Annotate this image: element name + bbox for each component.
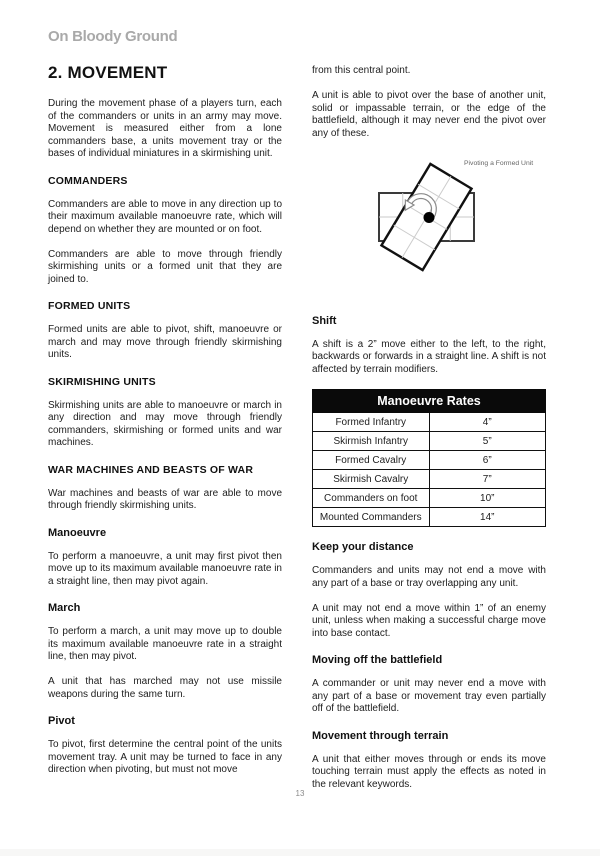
paragraph: War machines and beasts of war are able to move through friendly skirmishing units. [48,487,282,511]
unit-cell: Skirmish Cavalry [313,470,430,489]
table-row [313,413,546,432]
paragraph: A unit may not end a move within 1” of an enemy unit, unless when making a successful charge move into base contact. [312,602,546,639]
running-header: On Bloody Ground [48,28,178,45]
table-row [313,489,546,508]
paragraph: A shift is a 2” move either to the left, to the right, backwards or forwards in a straight line. A shift is not affected by terrain modifiers. [312,338,546,375]
paragraph: A unit that either moves through or ends its move touching terrain must apply the effects as noted in the relevant keywords. [312,753,546,790]
heading-keep-your-distance: Keep your distance [312,541,414,553]
unit-cell: Mounted Commanders [313,508,430,527]
paragraph: A unit is able to pivot over the base of another unit, solid or impassable terrain, or the edge of the battlefield, although it may never end the pivot over any of these. [312,90,546,139]
heading-shift: Shift [312,314,337,327]
rate-cell: 7” [429,470,546,489]
rate-cell: 5” [429,432,546,451]
paragraph: Formed units are able to pivot, shift, manoeuvre or march and may move through friendly skirmishing units. [48,324,282,360]
manoeuvre-rates-table [312,389,546,528]
left-column [48,63,282,789]
rate-cell: 14” [429,508,546,527]
pivot-diagram [312,151,546,301]
heading-march: March [48,602,81,614]
diagram-caption: Pivoting a Formed Unit [464,159,534,167]
paragraph: Commanders and units may not end a move with any part of a base or tray overlapping any unit. [312,565,546,589]
table-title: Manoeuvre Rates [313,389,546,413]
unit-cell: Commanders on foot [313,489,430,508]
table-row [313,451,546,470]
pivot-diagram-figure [312,151,546,301]
heading-manoeuvre: Manoeuvre [48,526,107,539]
table-row [313,470,546,489]
heading-movement-through-terrain: Movement through terrain [312,729,449,742]
heading-commanders: COMMANDERS [48,174,128,187]
paragraph: Commanders are able to move in any direction up to their maximum available manoeuvre rate, which will depend on whether they are mounted or on foot. [48,198,282,235]
paragraph: During the movement phase of a players turn, each of the commanders or units in an army may move. Movement is measured either from a lone commanders base, a units movement tray or the bases of individual miniatures in a skirmishing unit. [48,98,282,159]
unit-cell: Formed Cavalry [313,451,430,470]
footer-strip [0,849,600,856]
heading-war-machines: WAR MACHINES AND BEASTS OF WAR [48,463,254,476]
heading-skirmishing-units: SKIRMISHING UNITS [48,375,156,388]
paragraph: To perform a march, a unit may move up to double its maximum available manoeuvre rate in a straight line, then may pivot. [48,626,282,662]
section-title: 2. MOVEMENT [48,63,168,82]
paragraph: A unit that has marched may not use missile weapons during the same turn. [48,676,282,700]
paragraph: A commander or unit may never end a move with any part of a base or movement tray even partially off of the battlefield. [312,678,546,714]
paragraph: To perform a manoeuvre, a unit may first pivot then move up to its maximum available manoeuvre rate in a straight line, then may pivot again. [48,550,282,587]
rate-cell: 6” [429,451,546,470]
table-row [313,432,546,451]
two-column-layout [48,63,546,804]
unit-cell: Formed Infantry [313,413,430,432]
table-row [313,508,546,527]
heading-pivot: Pivot [48,715,75,727]
heading-formed-units: FORMED UNITS [48,300,131,312]
unit-cell: Skirmish Infantry [313,432,430,451]
heading-moving-off-battlefield: Moving off the battlefield [312,654,443,666]
table-header-row [313,389,546,413]
paragraph: Skirmishing units are able to manoeuvre or march in any direction and may move through friendly commanders, skirmishing or formed units and war machines. [48,399,282,448]
pivot-point-dot [424,212,435,223]
paragraph: Commanders are able to move through friendly skirmishing units or a formed unit that they are joined to. [48,248,282,285]
rate-cell: 10” [429,489,546,508]
paragraph: from this central point. [312,65,411,76]
page-number: 13 [295,789,305,798]
right-column [312,63,546,804]
paragraph: To pivot, first determine the central point of the units movement tray. A unit may be turned to face in any direction when pivoting, but must not move [48,739,282,775]
rate-cell: 4” [429,413,546,432]
